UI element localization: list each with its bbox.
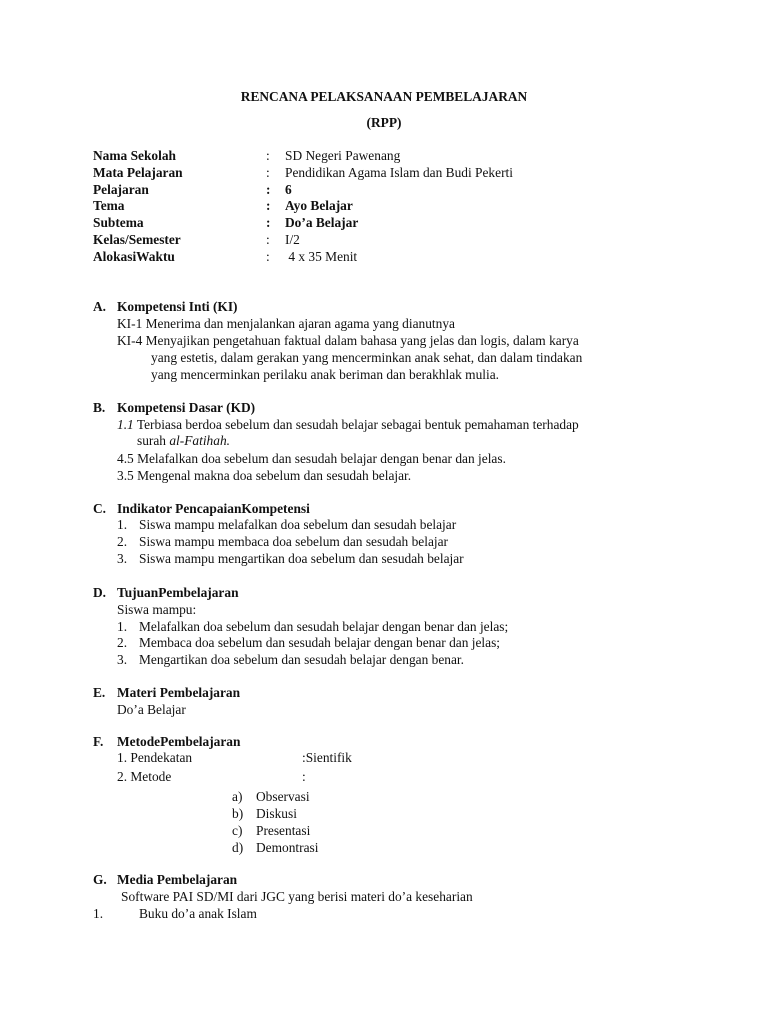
info-value-theme: Ayo Belajar [285, 198, 353, 213]
info-colon: : [266, 215, 271, 230]
info-label-school: Nama Sekolah [93, 148, 176, 163]
method-item: Demontrasi [256, 840, 319, 855]
info-colon: : [266, 249, 270, 264]
info-label-subject: Mata Pelajaran [93, 165, 183, 180]
ki1-text: KI-1 Menerima dan menjalankan ajaran agama yang dianutnya [117, 316, 455, 331]
info-label-theme: Tema [93, 198, 125, 213]
list-item: Siswa mampu membaca doa sebelum dan sesudah belajar [139, 534, 449, 549]
section-heading-c: Indikator PencapaianKompetensi [117, 501, 310, 516]
section-heading-e: Materi Pembelajaran [117, 685, 241, 700]
list-item-number: 3. [117, 551, 128, 566]
kd-1-1-cont [137, 432, 230, 449]
material-text: Do’a Belajar [117, 702, 186, 717]
section-letter: F. [93, 734, 104, 749]
list-item-number: 1. [117, 517, 128, 532]
section-letter: B. [93, 400, 106, 415]
approach-label: 1. Pendekatan [117, 750, 193, 765]
kd-4-5: 4.5 Melafalkan doa sebelum dan sesudah belajar dengan benar dan jelas. [117, 451, 506, 466]
kd-3-5: 3.5 Mengenal makna doa sebelum dan sesudah belajar. [117, 468, 412, 483]
section-letter: A. [93, 299, 107, 314]
info-value-school: SD Negeri Pawenang [285, 148, 401, 163]
info-value-subject: Pendidikan Agama Islam dan Budi Pekerti [285, 165, 513, 180]
surah-name: al-Fatihah. [169, 433, 230, 448]
kd-1-1 [117, 416, 579, 433]
method-item: Presentasi [256, 823, 311, 838]
list-item: Melafalkan doa sebelum dan sesudah belajar dengan benar dan jelas; [139, 619, 509, 634]
info-colon: : [266, 232, 270, 247]
section-letter: G. [93, 872, 107, 887]
method-colon: : [302, 769, 306, 784]
info-label-lesson: Pelajaran [93, 182, 149, 197]
info-colon: : [266, 198, 271, 213]
list-item-number: 2. [117, 635, 128, 650]
section-letter: C. [93, 501, 107, 516]
document-title: RENCANA PELAKSANAAN PEMBELAJARAN [240, 89, 528, 104]
info-value-subtheme: Do’a Belajar [285, 215, 359, 230]
list-item: Mengartikan doa sebelum dan sesudah belajar dengan benar. [139, 652, 464, 667]
info-value-class: I/2 [285, 232, 300, 247]
list-item-number: 2. [117, 534, 128, 549]
info-label-subtheme: Subtema [93, 215, 144, 230]
method-item: Diskusi [256, 806, 297, 821]
list-item: Siswa mampu mengartikan doa sebelum dan sesudah belajar [139, 551, 464, 566]
document-subtitle: (RPP) [366, 115, 402, 130]
method-item-letter: a) [232, 789, 243, 804]
method-item-letter: b) [232, 806, 244, 821]
kd-1-1-text: Terbiasa berdoa sebelum dan sesudah belajar sebagai bentuk pemahaman terhadap [133, 417, 579, 432]
method-item: Observasi [256, 789, 310, 804]
ki4-text-cont: yang mencerminkan perilaku anak beriman dan berakhlak mulia. [151, 367, 500, 382]
info-value-time: 4 x 35 Menit [285, 249, 358, 264]
list-item: Siswa mampu melafalkan doa sebelum dan sesudah belajar [139, 517, 457, 532]
section-letter: D. [93, 585, 107, 600]
approach-value: :Sientifik [302, 750, 352, 765]
method-item-letter: c) [232, 823, 243, 838]
method-label: 2. Metode [117, 769, 172, 784]
section-heading-b: Kompetensi Dasar (KD) [117, 400, 256, 415]
info-colon: : [266, 182, 271, 197]
section-letter: E. [93, 685, 106, 700]
kd-1-1-cont-text: surah [137, 433, 170, 448]
info-colon: : [266, 148, 270, 163]
info-value-lesson: 6 [285, 182, 292, 197]
method-item-letter: d) [232, 840, 244, 855]
info-label-class: Kelas/Semester [93, 232, 181, 247]
section-heading-g: Media Pembelajaran [117, 872, 238, 887]
media-item: Buku do’a anak Islam [139, 906, 257, 921]
list-item-number: 1. [93, 906, 104, 921]
info-label-time: AlokasiWaktu [93, 249, 175, 264]
objectives-intro: Siswa mampu: [117, 602, 197, 617]
list-item: Membaca doa sebelum dan sesudah belajar dengan benar dan jelas; [139, 635, 501, 650]
section-heading-d: TujuanPembelajaran [117, 585, 239, 600]
section-heading-a: Kompetensi Inti (KI) [117, 299, 238, 314]
list-item-number: 1. [117, 619, 128, 634]
media-software: Software PAI SD/MI dari JGC yang berisi materi do’a keseharian [121, 889, 473, 904]
ki4-text: KI-4 Menyajikan pengetahuan faktual dalam bahasa yang jelas dan logis, dalam karya [117, 333, 579, 348]
kd-1-1-number: 1.1 [117, 417, 134, 432]
section-heading-f: MetodePembelajaran [117, 734, 241, 749]
ki4-text-cont: yang estetis, dalam gerakan yang mencerminkan anak sehat, dan dalam tindakan [151, 350, 583, 365]
list-item-number: 3. [117, 652, 128, 667]
info-colon: : [266, 165, 270, 180]
